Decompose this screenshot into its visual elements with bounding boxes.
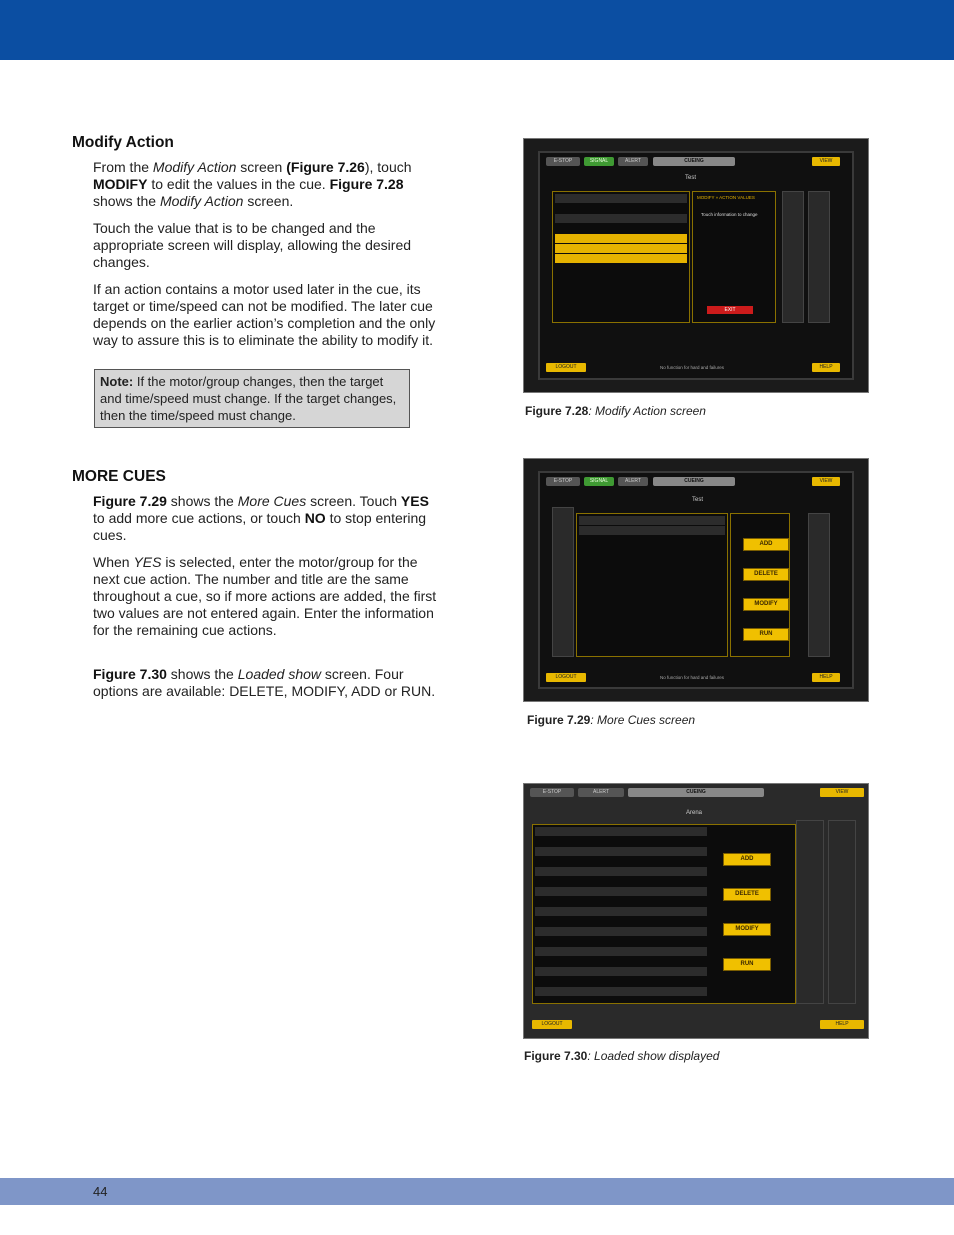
screen-title: Test [692,497,704,503]
list-item[interactable] [535,947,707,956]
list-item[interactable] [555,204,687,213]
modify-action-heading: Modify Action [72,134,174,151]
action-panel [730,513,790,657]
tab-alert[interactable]: ALERT [578,788,624,797]
more-cues-p3 [93,666,444,700]
cue-list-panel [576,513,728,657]
list-item[interactable] [555,194,687,203]
tab-estop[interactable]: E-STOP [530,788,574,797]
caption-7-28 [525,404,706,418]
text-run: Loaded show [237,666,322,682]
modify-action-screen [538,151,854,380]
logout-button[interactable]: LOGOUT [532,1020,572,1029]
tab-signal[interactable]: SIGNAL [584,157,614,166]
list-item[interactable] [555,214,687,223]
help-button[interactable]: HELP [812,673,840,682]
list-item[interactable] [555,234,687,243]
help-button[interactable]: HELP [820,1020,864,1029]
page-number: 44 [93,1184,108,1199]
caption-text: : More Cues screen [590,713,696,727]
figure-7-28-screenshot [523,138,869,393]
list-item[interactable] [555,254,687,263]
text-run: Modify Action [159,193,244,209]
list-item[interactable] [535,917,707,926]
text-run: is selected, enter the motor/group for the next cue action. The number and title are the same throughout a cue, so if more actions are added, the first two values are not entered again. Enter the information for the remaining cue actions. [93,554,437,638]
text-run: to add more cue actions, or touch [93,510,305,526]
text-run: to edit the values in the cue. [147,176,330,192]
more-cues-p1 [93,493,444,544]
list-item[interactable] [535,967,707,976]
delete-button[interactable]: DELETE [743,568,789,581]
tab-estop[interactable]: E-STOP [546,477,580,486]
view-button[interactable]: VIEW [820,788,864,797]
note-label: Note: [100,374,134,389]
tab-alert[interactable]: ALERT [618,477,648,486]
view-button[interactable]: VIEW [812,157,840,166]
caption-label: Figure 7.30 [524,1049,588,1063]
prompt-text: Touch information to change [701,212,758,217]
list-item[interactable] [579,526,725,535]
add-button[interactable]: ADD [723,853,771,866]
text-run: to stop entering cues. [93,510,427,543]
text-run: YES [400,493,429,509]
figure-7-29-screenshot [523,458,869,702]
list-item[interactable] [535,827,707,836]
text-run: From the [93,159,153,175]
list-item[interactable] [535,937,707,946]
text-run: ), touch [364,159,412,175]
action-values-panel [692,191,776,323]
figure-7-30-screenshot [523,783,869,1039]
more-cues-p2 [93,554,444,639]
panel-title: MODIFY » ACTION VALUES [697,195,755,200]
more-cues-heading: MORE CUES [72,468,166,485]
figure-ref: Figure 7.30 [93,666,167,682]
tab-alert[interactable]: ALERT [618,157,648,166]
list-item[interactable] [535,877,707,886]
text-run: More Cues [237,493,307,509]
text-run: Modify Action [152,159,237,175]
side-column-c [808,513,830,657]
note-text: If the motor/group changes, then the target and time/speed must change. If the target changes, then the time/speed must change. [100,374,397,423]
modify-button[interactable]: MODIFY [723,923,771,936]
modify-button[interactable]: MODIFY [743,598,789,611]
note-box [94,369,410,428]
text-run: YES [133,554,162,570]
side-column-a [552,507,574,657]
list-item[interactable] [535,837,707,846]
tab-cueing[interactable]: CUEING [628,788,764,797]
text-run: When [93,554,134,570]
list-item[interactable] [555,244,687,253]
text-run: shows the [166,493,238,509]
list-item[interactable] [535,957,707,966]
screen-title: Test [685,175,697,181]
list-item[interactable] [535,847,707,856]
text-run: shows the [93,193,160,209]
side-column-c [828,820,856,1004]
delete-button[interactable]: DELETE [723,888,771,901]
list-item[interactable] [535,977,707,986]
caption-label: Figure 7.29 [527,713,591,727]
tab-cueing[interactable]: CUEING [653,157,735,166]
list-item[interactable] [579,516,725,525]
caption-text: : Loaded show displayed [587,1049,720,1063]
modify-action-p3: If an action contains a motor used later in the cue, its target or time/speed can not be modified. The later cue depends on the earlier action’s completion and the only way to assure this is to eliminate the ability to modify it. [93,281,436,348]
text-run: screen. [243,193,294,209]
text-run: shows the [166,666,238,682]
tab-cueing[interactable]: CUEING [653,477,735,486]
text-run: screen [236,159,287,175]
caption-7-30 [524,1049,719,1063]
list-item[interactable] [535,887,707,896]
status-message: No function for hard and failures [660,675,725,680]
add-button[interactable]: ADD [743,538,789,551]
side-column-b [796,820,824,1004]
left-column [72,134,444,710]
tab-estop[interactable]: E-STOP [546,157,580,166]
status-message: No function for hard and failures [660,365,725,370]
caption-text: : Modify Action screen [588,404,706,418]
text-run: MODIFY [93,176,148,192]
text-run: screen. Four options are available: DELETE, MODIFY, ADD or RUN. [93,666,436,699]
header-band [0,0,954,60]
side-column-b [782,191,804,323]
list-item[interactable] [535,857,707,866]
tab-signal[interactable]: SIGNAL [584,477,614,486]
logout-button[interactable]: LOGOUT [546,363,586,372]
figure-ref: Figure 7.28 [329,176,404,192]
run-button[interactable]: RUN [723,958,771,971]
run-button[interactable]: RUN [743,628,789,641]
caption-7-29 [527,713,695,727]
view-button[interactable]: VIEW [812,477,840,486]
figure-ref: (Figure 7.26 [286,159,365,175]
list-item[interactable] [535,987,707,996]
modify-action-p2: Touch the value that is to be changed and the appropriate screen will display, allowing the desired changes. [93,220,412,270]
cue-list-panel [532,824,796,1004]
figure-ref: Figure 7.29 [93,493,167,509]
list-item[interactable] [535,907,707,916]
cue-list-panel [552,191,690,323]
list-item[interactable] [535,867,707,876]
list-item[interactable] [555,224,687,233]
text-run: NO [304,510,326,526]
footer-band [0,1178,954,1205]
modify-action-p1 [93,159,444,210]
caption-label: Figure 7.28 [525,404,589,418]
list-item[interactable] [535,927,707,936]
text-run: screen. Touch [306,493,401,509]
side-column-c [808,191,830,323]
help-button[interactable]: HELP [812,363,840,372]
exit-button[interactable]: EXIT [707,306,753,314]
screen-title: Arena [686,810,703,816]
more-cues-screen [538,471,854,689]
list-item[interactable] [535,897,707,906]
logout-button[interactable]: LOGOUT [546,673,586,682]
